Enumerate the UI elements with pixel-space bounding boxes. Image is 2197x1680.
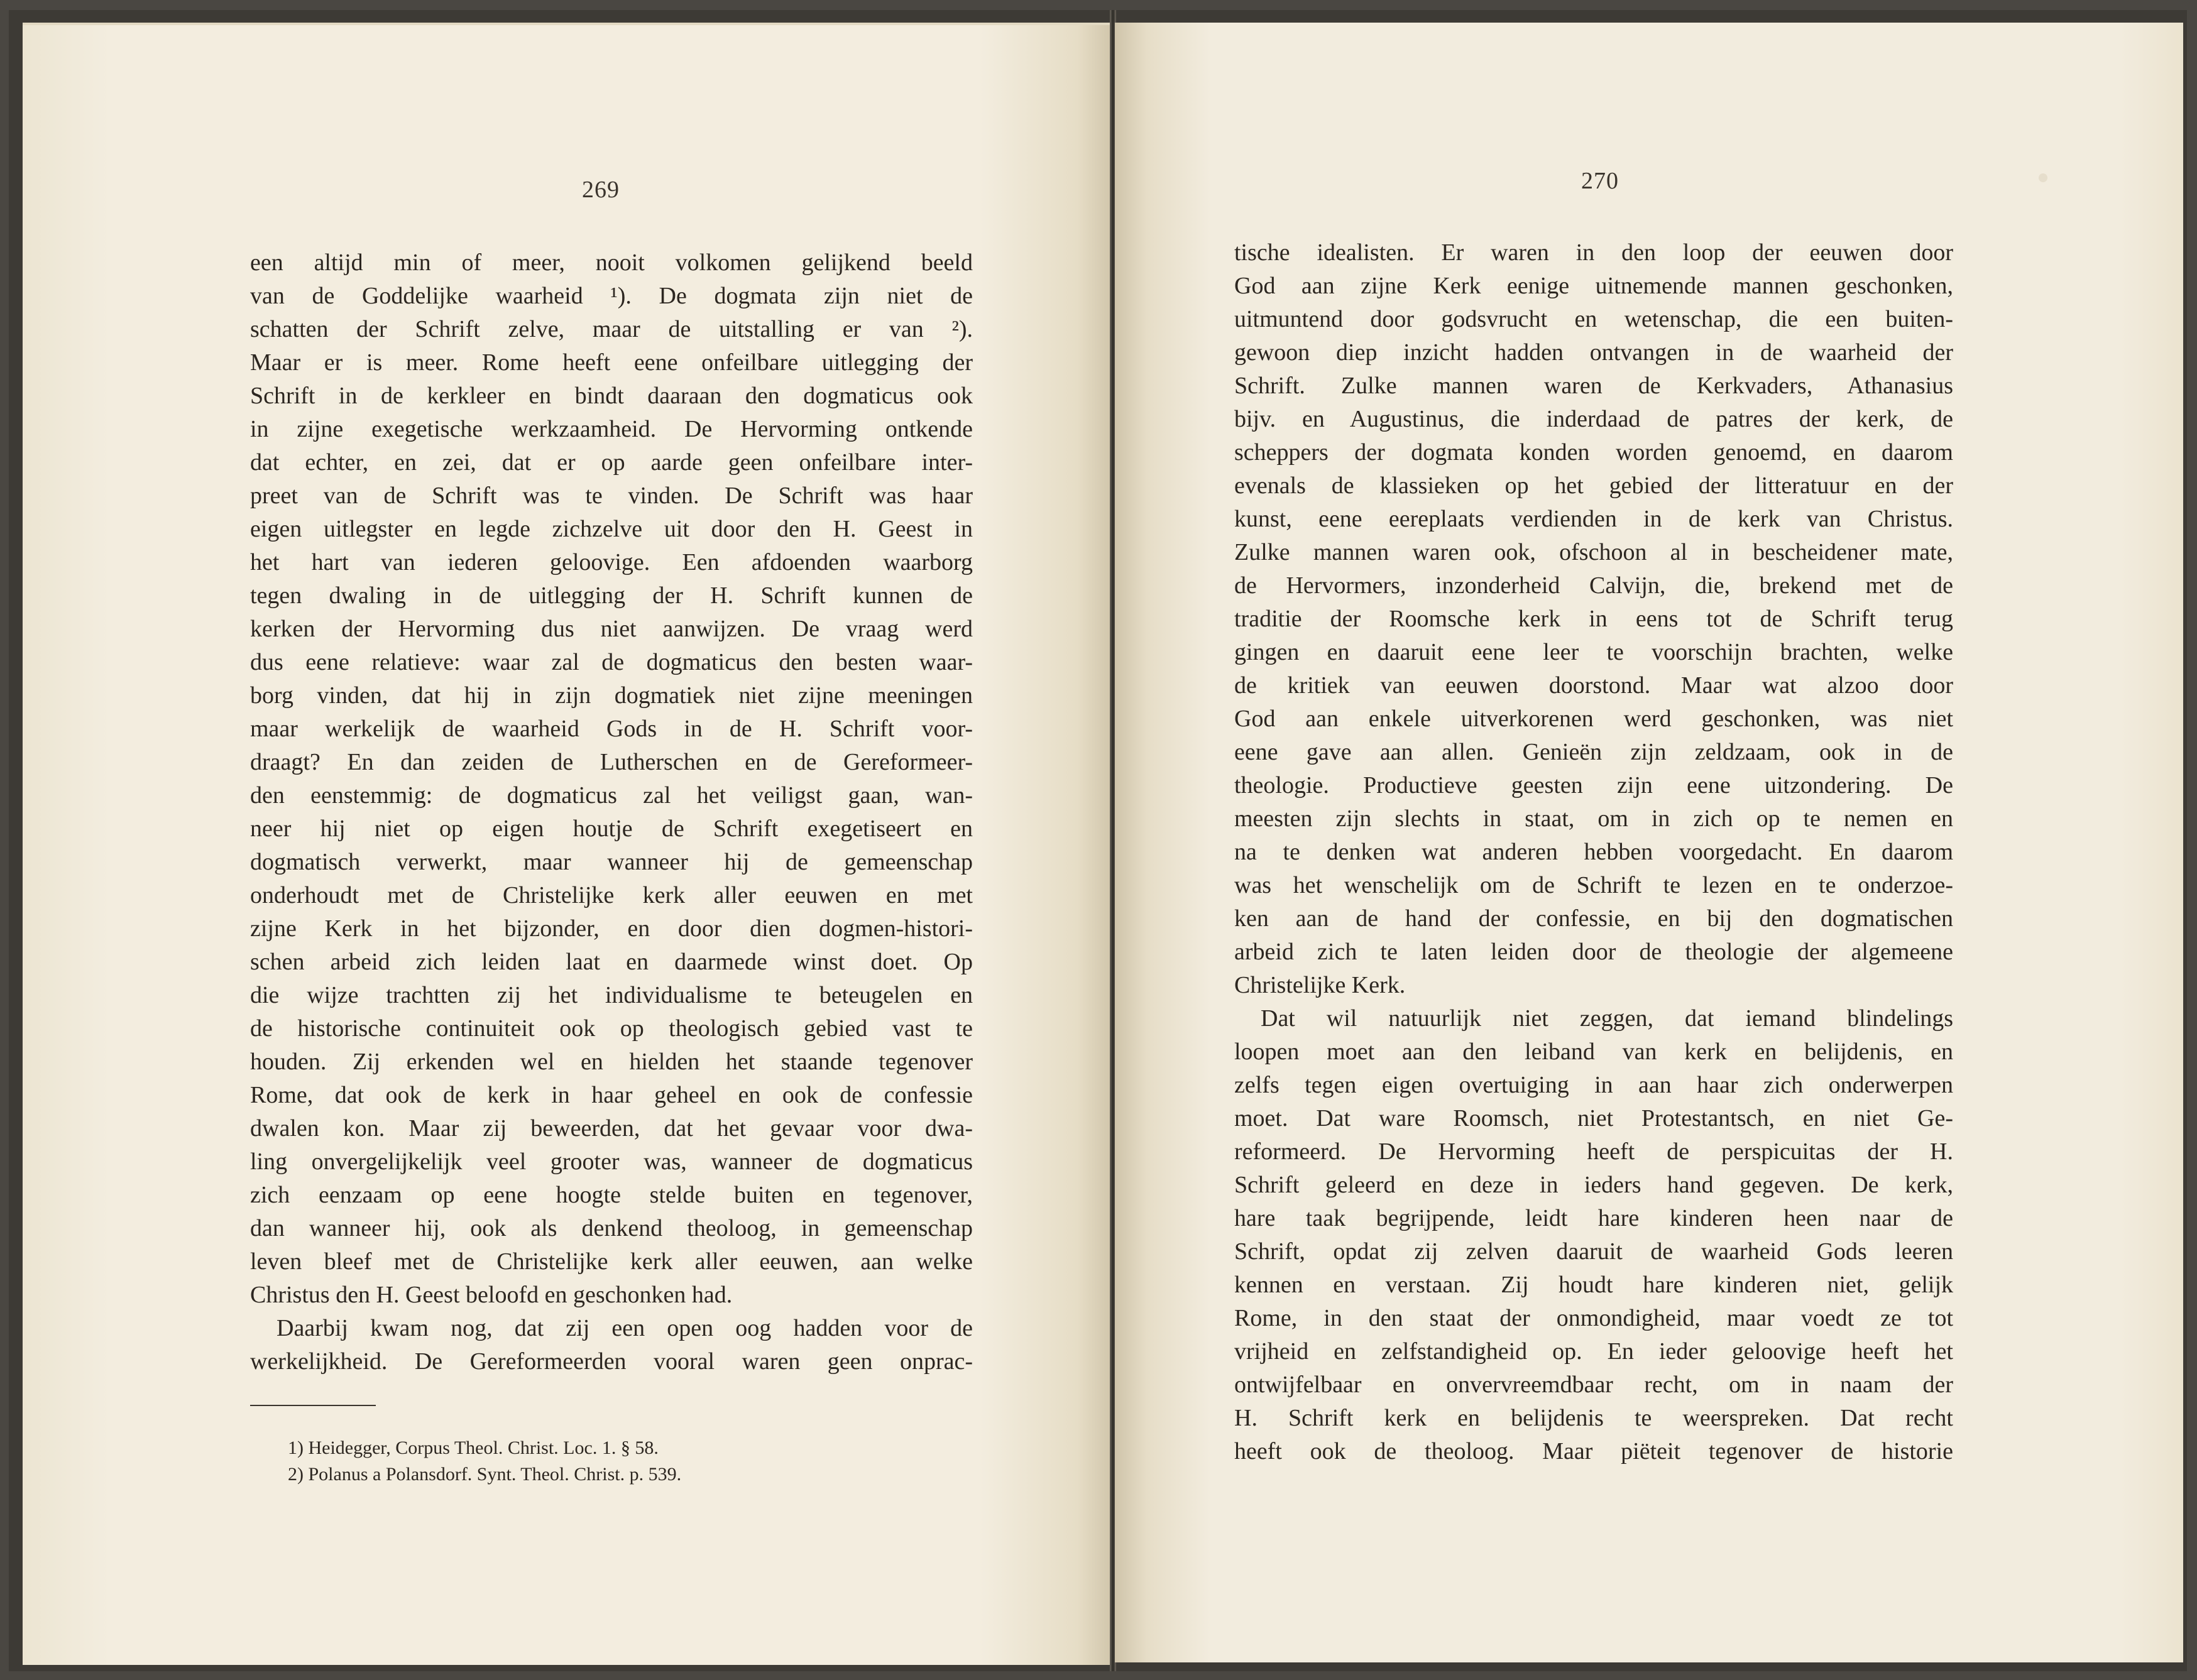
text-line: Dat wil natuurlijk niet zeggen, dat iemand blindelings: [1261, 1005, 1953, 1032]
text-line: bijv. en Augustinus, die inderdaad de patres der kerk, de: [1234, 406, 1953, 432]
text-line: maar werkelijk de waarheid Gods in de H. Schrift voor-: [250, 716, 973, 742]
text-line: scheppers der dogmata konden worden genoemd, en daarom: [1234, 439, 1953, 466]
text-line: vrijheid en zelfstandigheid op. En ieder geloovige heeft het: [1234, 1338, 1953, 1365]
footnote: 2) Polanus a Polansdorf. Synt. Theol. Christ. p. 539.: [288, 1464, 682, 1485]
text-line: traditie der Roomsche kerk in eens tot de Schrift terug: [1234, 606, 1953, 632]
text-line: kunst, eene eereplaats verdienden in de kerk van Christus.: [1234, 506, 1953, 532]
text-line: tische idealisten. Er waren in den loop der eeuwen door: [1234, 239, 1953, 266]
text-line: preet van de Schrift was te vinden. De Schrift was haar: [250, 483, 973, 509]
text-line: werkelijkheid. De Gereformeerden vooral waren geen onprac-: [250, 1348, 973, 1375]
text-line: van de Goddelijke waarheid ¹). De dogmata zijn niet de: [250, 283, 973, 309]
text-line: meesten zijn slechts in staat, om in zich op te nemen en: [1234, 805, 1953, 832]
book-spread: [9, 10, 2187, 1671]
text-line: kennen en verstaan. Zij houdt hare kinderen niet, gelijk: [1234, 1272, 1953, 1298]
text-line: Zulke mannen waren ook, ofschoon al in bescheidener mate,: [1234, 539, 1953, 565]
text-line: moet. Dat ware Roomsch, niet Protestantsch, en niet Ge-: [1234, 1105, 1953, 1132]
right-page: [1115, 23, 2183, 1662]
text-line: Schrift. Zulke mannen waren de Kerkvaders, Athanasius: [1234, 373, 1953, 399]
text-line: den eenstemmig: de dogmaticus zal het veiligst gaan, wan-: [250, 782, 973, 809]
text-line: H. Schrift kerk en belijdenis te weerspreken. Dat recht: [1234, 1405, 1953, 1431]
text-line: de kritiek van eeuwen doorstond. Maar wat alzoo door: [1234, 672, 1953, 699]
text-line: de historische continuiteit ook op theologisch gebied vast te: [250, 1015, 973, 1042]
footnote-rule: [250, 1405, 376, 1406]
text-line: theologie. Productieve geesten zijn eene uitzondering. De: [1234, 772, 1953, 799]
text-line: dogmatisch verwerkt, maar wanneer hij de gemeenschap: [250, 849, 973, 875]
text-line: dan wanneer hij, ook als denkend theoloog, in gemeenschap: [250, 1215, 973, 1241]
text-line: zich eenzaam op eene hoogte stelde buiten en tegenover,: [250, 1182, 973, 1208]
footnotes: [288, 1435, 681, 1488]
text-line: het hart van iederen geloovige. Een afdoenden waarborg: [250, 549, 973, 575]
text-line: Rome, dat ook de kerk in haar geheel en ook de confessie: [250, 1082, 973, 1108]
text-line: die wijze trachtten zij het individualisme te beteugelen en: [250, 982, 973, 1008]
text-line: schen arbeid zich leiden laat en daarmede winst doet. Op: [250, 949, 973, 975]
text-line: zelfs tegen eigen overtuiging in aan haar zich onderwerpen: [1234, 1072, 1953, 1098]
text-line: dwalen kon. Maar zij beweerden, dat het gevaar voor dwa-: [250, 1115, 973, 1142]
text-line: Schrift, opdat zij zelven daaruit de waarheid Gods leeren: [1234, 1238, 1953, 1265]
text-line: God aan zijne Kerk eenige uitnemende mannen geschonken,: [1234, 273, 1953, 299]
text-line: eigen uitlegster en legde zichzelve uit door den H. Geest in: [250, 516, 973, 542]
text-line: leven bleef met de Christelijke kerk aller eeuwen, aan welke: [250, 1248, 973, 1275]
text-line: uitmuntend door godsvrucht en wetenschap, die een buiten-: [1234, 306, 1953, 332]
text-line: zijne Kerk in het bijzonder, en door dien dogmen-histori-: [250, 915, 973, 942]
text-line: borg vinden, dat hij in zijn dogmatiek niet zijne meeningen: [250, 682, 973, 709]
text-line: Schrift geleerd en deze in ieders hand gegeven. De kerk,: [1234, 1172, 1953, 1198]
text-line: was het wenschelijk om de Schrift te lezen en te onderzoe-: [1234, 872, 1953, 898]
text-line: evenals de klassieken op het gebied der litteratuur en der: [1234, 472, 1953, 499]
text-line: tegen dwaling in de uitlegging der H. Schrift kunnen de: [250, 582, 973, 609]
text-line: loopen moet aan den leiband van kerk en belijdenis, en: [1234, 1039, 1953, 1065]
text-line: in zijne exegetische werkzaamheid. De Hervorming ontkende: [250, 416, 973, 442]
text-line: houden. Zij erkenden wel en hielden het staande tegenover: [250, 1049, 973, 1075]
text-line: ontwijfelbaar en onvervreemdbaar recht, om in naam der: [1234, 1372, 1953, 1398]
text-line: hare taak begrijpende, leidt hare kinderen heen naar de: [1234, 1205, 1953, 1231]
paper-spot: [2039, 173, 2047, 182]
text-line: ken aan de hand der confessie, en bij den dogmatischen: [1234, 905, 1953, 932]
text-line: onderhoudt met de Christelijke kerk aller eeuwen en met: [250, 882, 973, 908]
left-page: [23, 23, 1110, 1665]
text-line: Maar er is meer. Rome heeft eene onfeilbare uitlegging der: [250, 349, 973, 376]
text-line: gingen en daaruit eene leer te voorschijn brachten, welke: [1234, 639, 1953, 665]
text-line: arbeid zich te laten leiden door de theologie der algemeene: [1234, 939, 1953, 965]
text-line: reformeerd. De Hervorming heeft de perspicuitas der H.: [1234, 1138, 1953, 1165]
left-body-text: [250, 246, 973, 1378]
text-line: dat echter, en zei, dat er op aarde geen onfeilbare inter-: [250, 449, 973, 476]
text-line: Christelijke Kerk.: [1234, 972, 1406, 998]
right-body-text: [1234, 236, 1953, 1468]
text-line: Daarbij kwam nog, dat zij een open oog hadden voor de: [277, 1315, 973, 1341]
text-line: de Hervormers, inzonderheid Calvijn, die, brekend met de: [1234, 572, 1953, 599]
text-line: God aan enkele uitverkorenen werd geschonken, was niet: [1234, 706, 1953, 732]
text-line: na te denken wat anderen hebben voorgedacht. En daarom: [1234, 839, 1953, 865]
page-number-right: 270: [1581, 168, 1619, 194]
page-number-left: 269: [582, 177, 620, 203]
text-line: heeft ook de theoloog. Maar piëteit tegenover de historie: [1234, 1438, 1953, 1465]
text-line: dus eene relatieve: waar zal de dogmaticus den besten waar-: [250, 649, 973, 675]
text-line: Christus den H. Geest beloofd en geschonken had.: [250, 1282, 733, 1308]
text-line: ling onvergelijkelijk veel grooter was, wanneer de dogmaticus: [250, 1148, 973, 1175]
text-line: kerken der Hervorming dus niet aanwijzen. De vraag werd: [250, 616, 973, 642]
text-line: een altijd min of meer, nooit volkomen gelijkend beeld: [250, 249, 973, 276]
text-line: draagt? En dan zeiden de Lutherschen en de Gereformeer-: [250, 749, 973, 775]
text-line: Rome, in den staat der onmondigheid, maar voedt ze tot: [1234, 1305, 1953, 1331]
text-line: Schrift in de kerkleer en bindt daaraan den dogmaticus ook: [250, 383, 973, 409]
text-line: gewoon diep inzicht hadden ontvangen in de waarheid der: [1234, 339, 1953, 366]
text-line: schatten der Schrift zelve, maar de uitstalling er van ²).: [250, 316, 973, 342]
footnote: 1) Heidegger, Corpus Theol. Christ. Loc. 1. § 58.: [288, 1437, 659, 1458]
text-line: eene gave aan allen. Genieën zijn zeldzaam, ook in de: [1234, 739, 1953, 765]
text-line: neer hij niet op eigen houtje de Schrift exegetiseert en: [250, 815, 973, 842]
